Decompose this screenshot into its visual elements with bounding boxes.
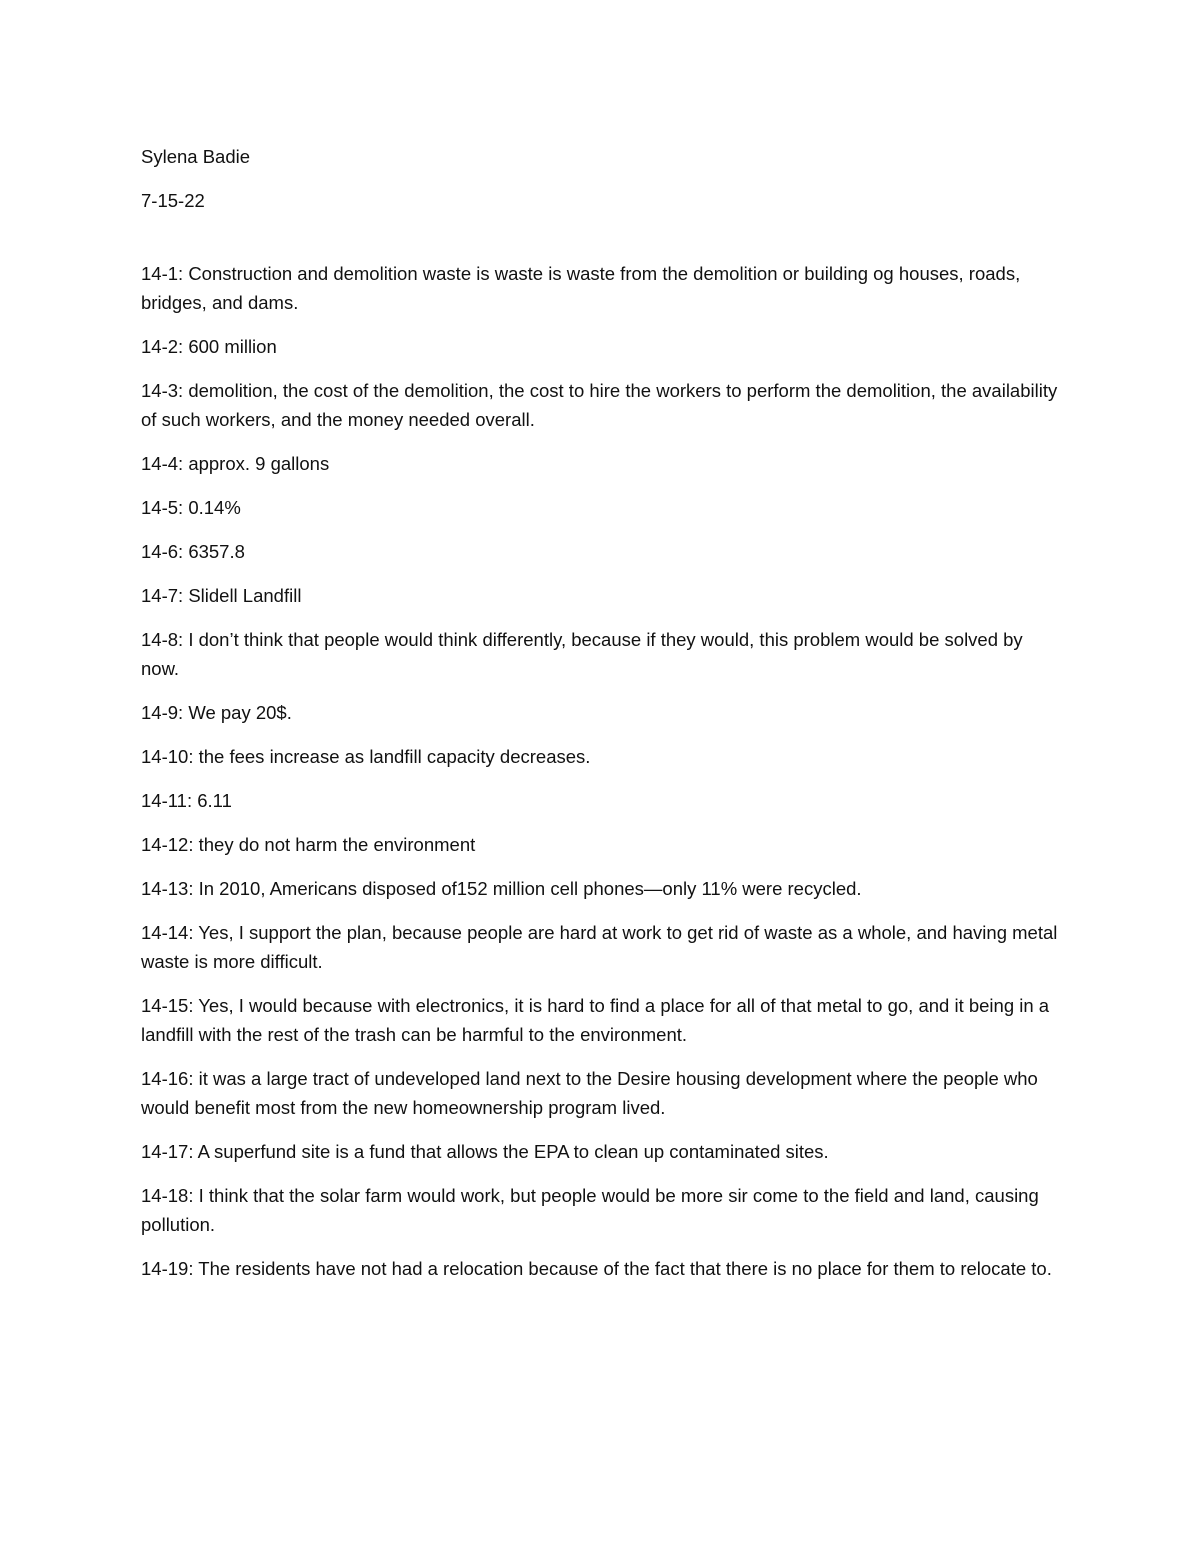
answer-14-13: [141, 874, 1061, 903]
answer-text: it was a large tract of undeveloped land next to the Desire housing development where the people who would benefit most from the new homeownership program lived.: [141, 1068, 1038, 1118]
answer-label: 14-19:: [141, 1258, 194, 1279]
answer-text: In 2010, Americans disposed of152 million cell phones—only 11% were recycled.: [198, 878, 862, 899]
answer-14-2: [141, 332, 1061, 361]
answer-label: 14-18:: [141, 1185, 194, 1206]
answer-label: 14-5:: [141, 497, 184, 518]
author-name: Sylena Badie: [141, 146, 251, 167]
answer-label: 14-10:: [141, 746, 194, 767]
document-date: 7-15-22: [141, 190, 205, 211]
answer-14-7: [141, 581, 1061, 610]
answer-14-16: [141, 1064, 1061, 1122]
answer-label: 14-11:: [141, 790, 193, 811]
answer-14-6: [141, 537, 1061, 566]
answer-text: I don’t think that people would think differently, because if they would, this problem would be solved by now.: [141, 629, 1023, 679]
answer-label: 14-8:: [141, 629, 184, 650]
answer-14-12: [141, 830, 1061, 859]
document-body: [141, 142, 1061, 1298]
answer-text: 6357.8: [188, 541, 245, 562]
answer-14-19: [141, 1254, 1061, 1283]
answer-14-14: [141, 918, 1061, 976]
answer-14-18: [141, 1181, 1061, 1239]
answer-label: 14-3:: [141, 380, 184, 401]
answer-label: 14-17:: [141, 1141, 194, 1162]
answer-14-10: [141, 742, 1061, 771]
answer-14-15: [141, 991, 1061, 1049]
answer-text: demolition, the cost of the demolition, the cost to hire the workers to perform the demolition, the availability of such workers, and the money needed overall.: [141, 380, 1058, 430]
answer-14-9: [141, 698, 1061, 727]
answer-text: Yes, I support the plan, because people are hard at work to get rid of waste as a whole, and having metal waste is more difficult.: [141, 922, 1058, 972]
answer-label: 14-6:: [141, 541, 184, 562]
answer-label: 14-7:: [141, 585, 184, 606]
answer-label: 14-15:: [141, 995, 194, 1016]
answer-14-11: [141, 786, 1061, 815]
answer-text: Slidell Landfill: [188, 585, 302, 606]
answer-label: 14-13:: [141, 878, 194, 899]
answer-label: 14-12:: [141, 834, 194, 855]
answer-14-17: [141, 1137, 1061, 1166]
answer-14-4: [141, 449, 1061, 478]
answer-text: 600 million: [188, 336, 277, 357]
answer-text: Construction and demolition waste is waste is waste from the demolition or building og houses, roads, bridges, and dams.: [141, 263, 1021, 313]
answer-text: The residents have not had a relocation because of the fact that there is no place for them to relocate to.: [198, 1258, 1052, 1279]
answer-label: 14-14:: [141, 922, 194, 943]
answer-text: Yes, I would because with electronics, it is hard to find a place for all of that metal to go, and it being in a landfill with the rest of the trash can be harmful to the environment.: [141, 995, 1050, 1045]
answer-14-1: [141, 259, 1061, 317]
answer-label: 14-4:: [141, 453, 184, 474]
answer-text: they do not harm the environment: [198, 834, 476, 855]
answer-label: 14-9:: [141, 702, 184, 723]
answer-text: the fees increase as landfill capacity decreases.: [198, 746, 591, 767]
answer-label: 14-2:: [141, 336, 184, 357]
answer-14-3: [141, 376, 1061, 434]
answer-text: 0.14%: [188, 497, 241, 518]
answer-14-8: [141, 625, 1061, 683]
answer-text: 6.11: [197, 790, 232, 811]
answer-text: A superfund site is a fund that allows the EPA to clean up contaminated sites.: [197, 1141, 829, 1162]
answer-label: 14-16:: [141, 1068, 194, 1089]
answer-text: approx. 9 gallons: [188, 453, 330, 474]
answer-label: 14-1:: [141, 263, 184, 284]
answer-text: I think that the solar farm would work, but people would be more sir come to the field and land, causing pollution.: [141, 1185, 1039, 1235]
answer-text: We pay 20$.: [188, 702, 292, 723]
answer-14-5: [141, 493, 1061, 522]
